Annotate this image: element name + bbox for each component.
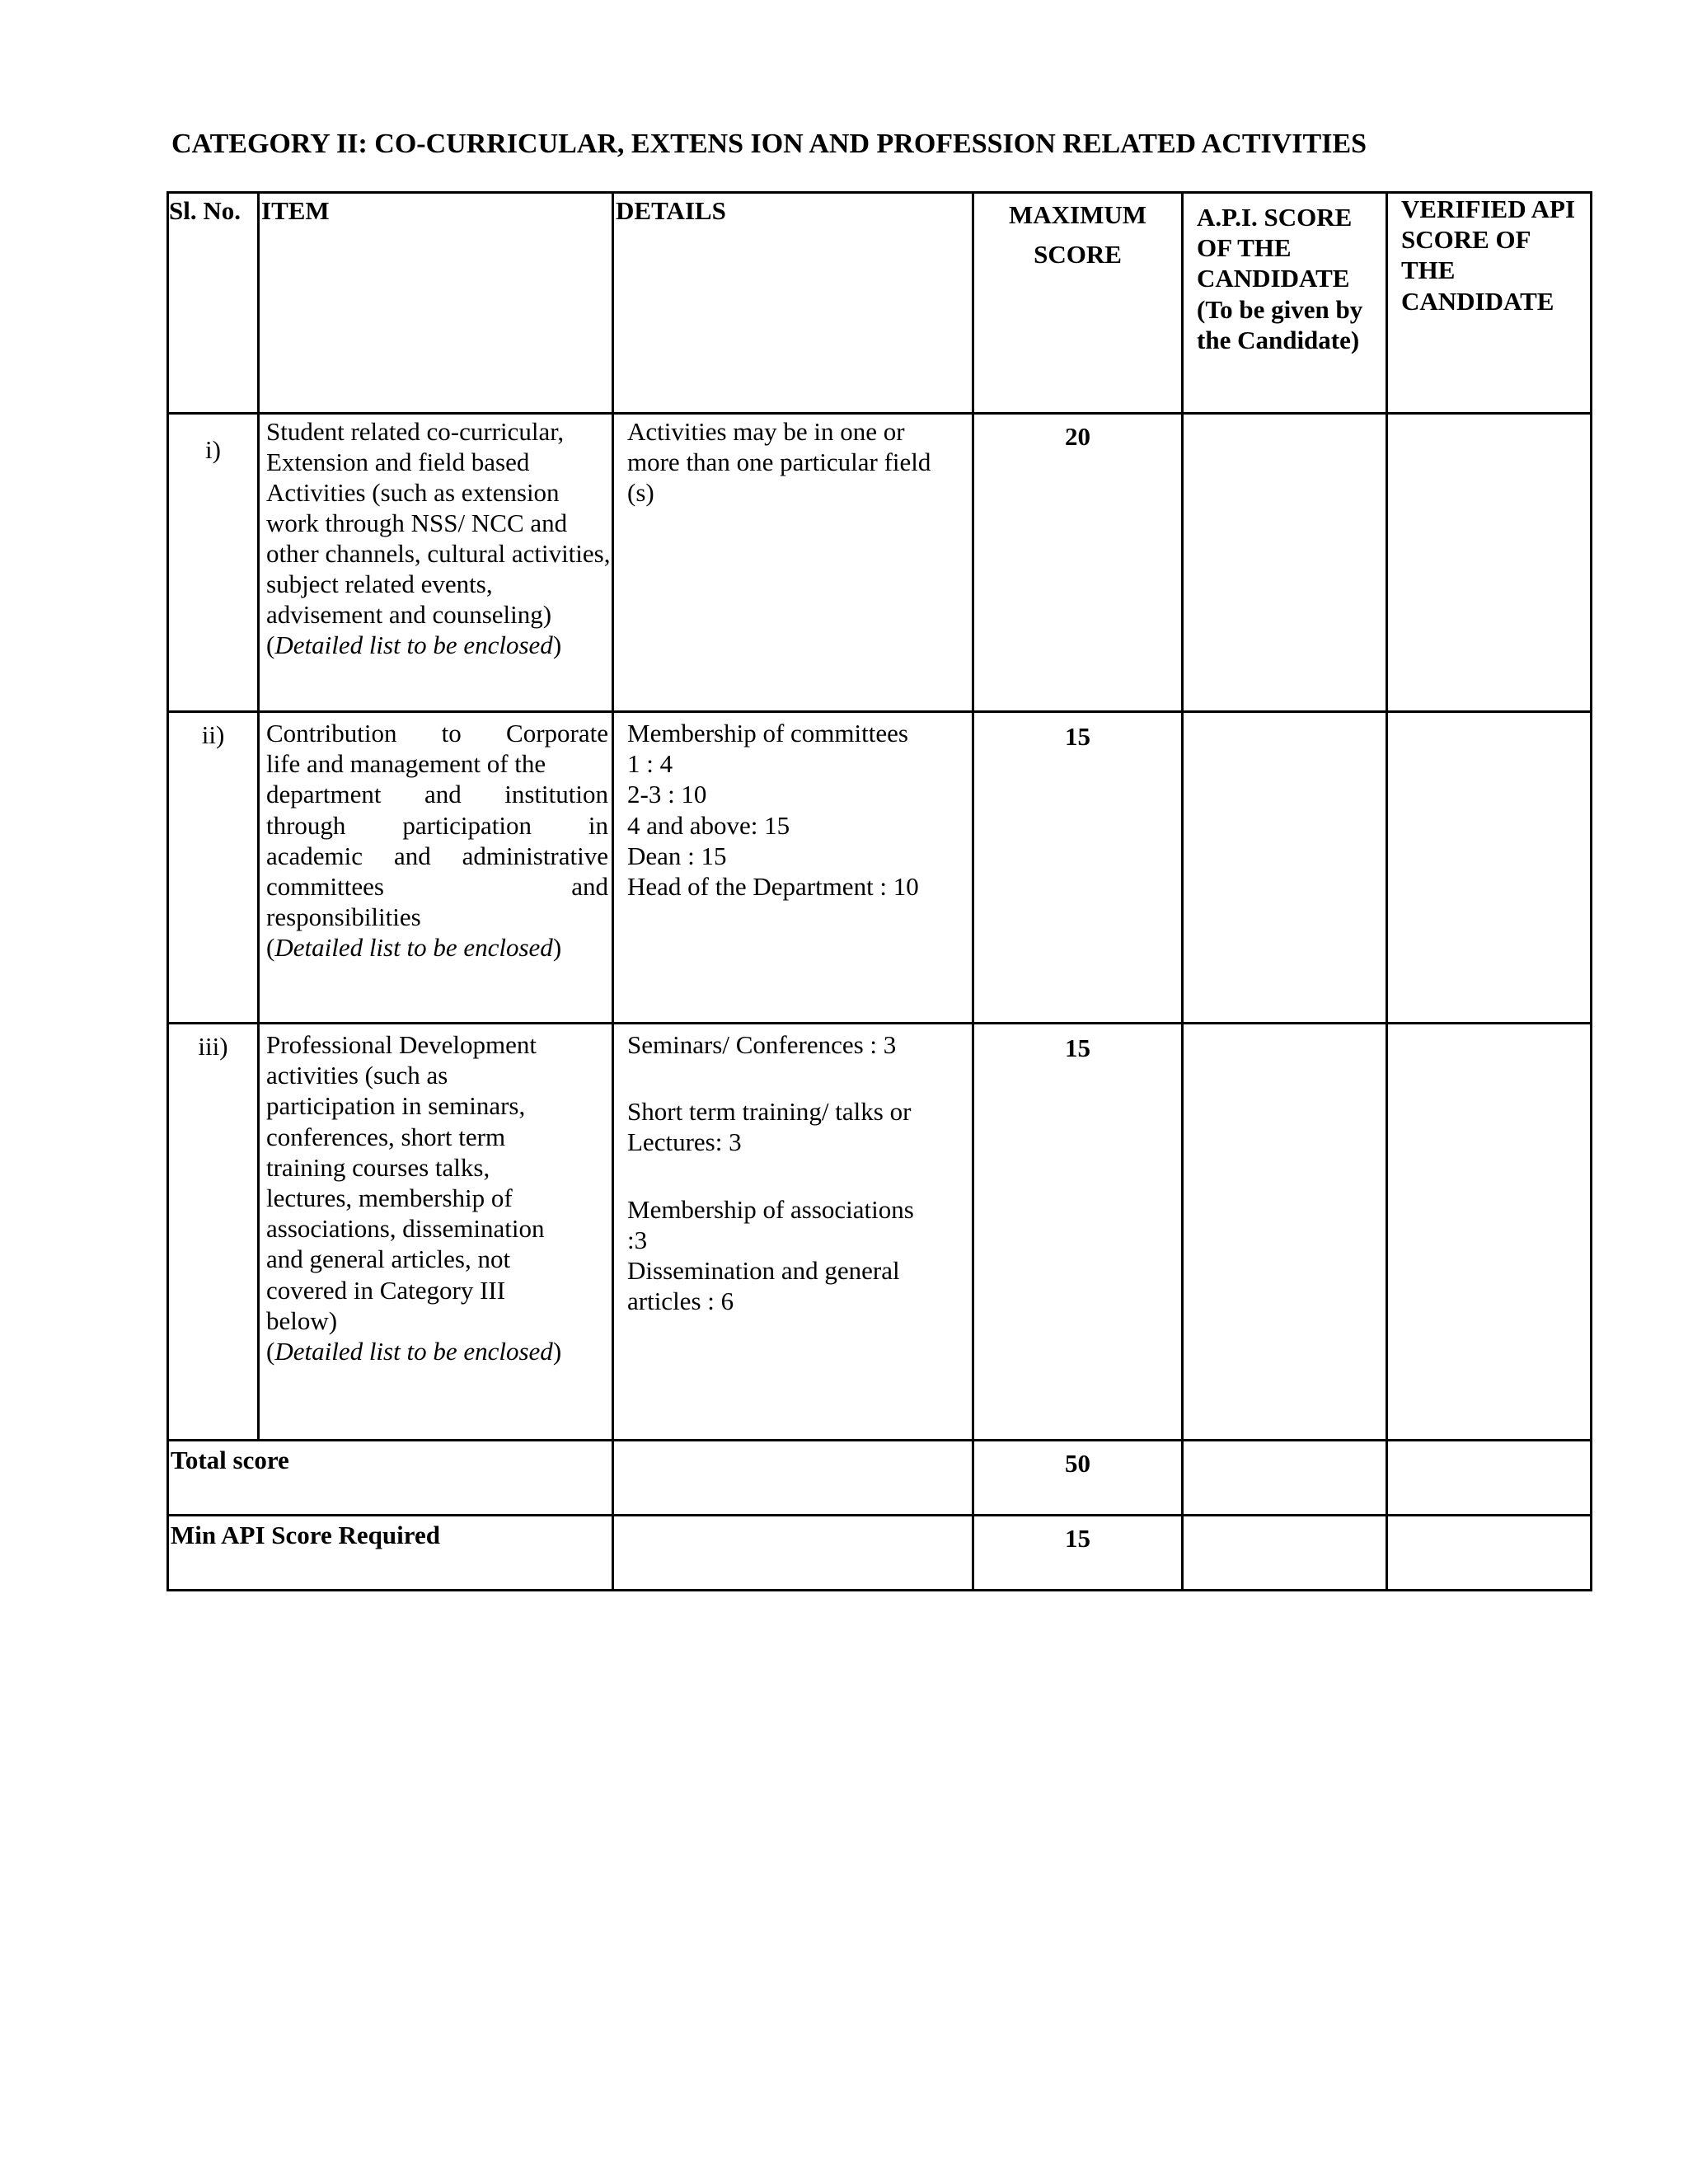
item-text: Student related co-curricular, Extension and field based Activities (such as extension work through NSS/ NCC and other channels, cultural activities, subject related events, advisement and counseling): [266, 417, 611, 629]
item-line: responsibilities: [266, 902, 421, 932]
row-sl-no: iii): [168, 1024, 259, 1441]
item-line: Contribution to Corporate: [266, 719, 608, 748]
detail-line: articles : 6: [627, 1286, 734, 1316]
min-verified-score-cell[interactable]: [1387, 1516, 1592, 1591]
enclosure-note: (Detailed list to be enclosed): [266, 1336, 562, 1366]
min-details-cell: [613, 1516, 973, 1591]
detail-line: Activities may be in one or more than one particular field (s): [627, 417, 931, 507]
item-line: committees and: [266, 871, 608, 901]
min-api-score-row: [168, 1516, 1592, 1591]
header-item: ITEM: [259, 193, 613, 414]
item-line: training courses talks,: [266, 1152, 490, 1182]
row-api-score-cell[interactable]: [1183, 414, 1387, 712]
total-api-score-cell[interactable]: [1183, 1441, 1387, 1516]
total-score-row: [168, 1441, 1592, 1516]
item-line: conferences, short term: [266, 1122, 506, 1151]
detail-line: Dissemination and general: [627, 1255, 900, 1285]
item-line: academic and administrative: [266, 841, 608, 870]
detail-line: Membership of committees: [627, 719, 908, 748]
detail-line: Seminars/ Conferences : 3: [627, 1030, 897, 1059]
detail-line: 4 and above: 15: [627, 810, 790, 840]
row-details: [613, 1024, 973, 1441]
detail-line: Lectures: 3: [627, 1127, 742, 1157]
row-item: [259, 1024, 613, 1441]
row-max-score: 15: [973, 1024, 1183, 1441]
item-line: activities (such as: [266, 1061, 448, 1090]
total-details-cell: [613, 1441, 973, 1516]
min-max-score: 15: [973, 1516, 1183, 1591]
row-api-score-cell[interactable]: [1183, 1024, 1387, 1441]
row-sl-no: i): [168, 414, 259, 712]
row-verified-score-cell[interactable]: [1387, 414, 1592, 712]
row-item: [259, 712, 613, 1024]
table-row: [168, 1024, 1592, 1441]
item-line: life and management of the: [266, 749, 546, 779]
detail-line: Membership of associations: [627, 1194, 914, 1224]
detail-line: Short term training/ talks or: [627, 1097, 912, 1127]
item-line: lectures, membership of: [266, 1183, 513, 1212]
total-max-score: 50: [973, 1441, 1183, 1516]
item-line: department and institution: [266, 780, 608, 809]
min-api-score-label: Min API Score Required: [168, 1516, 613, 1591]
header-maximum-score: MAXIMUM SCORE: [973, 193, 1183, 414]
total-score-label: Total score: [168, 1441, 613, 1516]
item-line: Professional Development: [266, 1030, 537, 1059]
detail-spacer: [627, 1158, 964, 1194]
header-details: DETAILS: [613, 193, 973, 414]
row-max-score: 20: [973, 414, 1183, 712]
header-verified-score: VERIFIED API SCORE OF THE CANDIDATE: [1387, 193, 1592, 414]
row-details: [613, 414, 973, 712]
item-line: below): [266, 1305, 338, 1335]
row-sl-no: ii): [168, 712, 259, 1024]
row-verified-score-cell[interactable]: [1387, 712, 1592, 1024]
table-header-row: [168, 193, 1592, 414]
api-score-table: [166, 191, 1592, 1591]
detail-line: 2-3 : 10: [627, 780, 707, 809]
detail-spacer: [627, 1060, 964, 1096]
item-line: and general articles, not: [266, 1244, 511, 1274]
detail-line: Head of the Department : 10: [627, 871, 919, 901]
row-item: [259, 414, 613, 712]
header-sl-no: Sl. No.: [168, 193, 259, 414]
total-verified-score-cell[interactable]: [1387, 1441, 1592, 1516]
table-row: [168, 712, 1592, 1024]
item-line: associations, dissemination: [266, 1214, 545, 1244]
detail-line: Dean : 15: [627, 841, 727, 870]
detail-line: :3: [627, 1225, 648, 1254]
min-api-score-cell[interactable]: [1183, 1516, 1387, 1591]
table-row: [168, 414, 1592, 712]
item-line: covered in Category III: [266, 1275, 506, 1305]
detail-line: 1 : 4: [627, 749, 673, 779]
row-max-score: 15: [973, 712, 1183, 1024]
enclosure-note: (Detailed list to be enclosed): [266, 630, 562, 659]
row-verified-score-cell[interactable]: [1387, 1024, 1592, 1441]
enclosure-note: (Detailed list to be enclosed): [266, 933, 562, 963]
header-api-score: A.P.I. SCORE OF THE CANDIDATE (To be given by the Candidate): [1183, 193, 1387, 414]
row-details: [613, 712, 973, 1024]
item-line: participation in seminars,: [266, 1091, 526, 1121]
row-api-score-cell[interactable]: [1183, 712, 1387, 1024]
item-line: through participation in: [266, 810, 608, 840]
page-title: CATEGORY II: CO-CURRICULAR, EXTENS ION AND PROFESSION RELATED ACTIVITIES: [171, 129, 1367, 159]
